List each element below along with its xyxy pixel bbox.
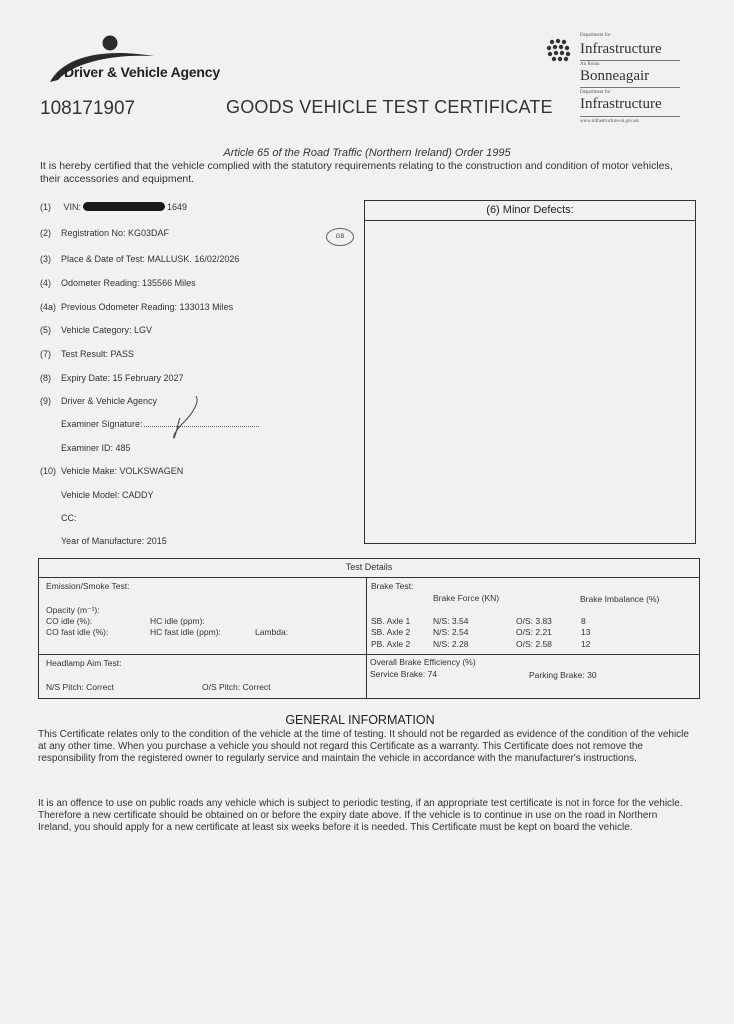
odometer-field bbox=[40, 278, 196, 288]
place-date-text: Place & Date of Test: MALLUSK. 16/02/2026 bbox=[61, 254, 240, 264]
year-text: Year of Manufacture: 2015 bbox=[61, 536, 167, 546]
infrastructure-text-2: Infrastructure bbox=[580, 96, 662, 112]
year-field bbox=[61, 536, 167, 546]
field-number: (8) bbox=[40, 373, 51, 383]
brake-os: O/S: 2.21 bbox=[516, 627, 552, 637]
divider bbox=[39, 654, 699, 655]
brake-imbalance: 12 bbox=[581, 639, 591, 649]
brake-os: O/S: 2.58 bbox=[516, 639, 552, 649]
certification-statement: It is hereby certified that the vehicle complied with the statutory requirements relating to the construction and condition of motor vehicles, their accessories and equipment. bbox=[40, 160, 673, 185]
examiner-signature bbox=[166, 392, 206, 442]
registration-field bbox=[40, 228, 169, 238]
co-fast-label: CO fast idle (%): bbox=[46, 627, 109, 637]
dva-logo bbox=[44, 34, 224, 90]
signature-field bbox=[61, 419, 259, 429]
article-reference: Article 65 of the Road Traffic (Northern Ireland) Order 1995 bbox=[223, 147, 511, 159]
brake-ns: N/S: 2.54 bbox=[433, 627, 469, 637]
make-field bbox=[40, 466, 183, 476]
field-number: (5) bbox=[40, 325, 51, 335]
result-field bbox=[40, 349, 134, 359]
brake-ns: N/S: 3.54 bbox=[433, 616, 469, 626]
field-number: (9) bbox=[40, 396, 51, 406]
field-number: (1) bbox=[40, 202, 51, 212]
brake-os: O/S: 3.83 bbox=[516, 616, 552, 626]
lambda-label: Lambda: bbox=[255, 627, 289, 637]
brake-efficiency-title: Overall Brake Efficiency (%) bbox=[370, 657, 476, 667]
minor-defects-box bbox=[364, 200, 696, 544]
test-details-box bbox=[38, 558, 700, 699]
dept-for-label-2: Department for bbox=[580, 90, 611, 95]
vin-suffix: 1649 bbox=[167, 202, 188, 212]
brake-axle: SB. Axle 1 bbox=[371, 616, 411, 626]
divider bbox=[39, 577, 699, 578]
registration-text: Registration No: KG03DAF bbox=[61, 228, 170, 238]
opacity-label: Opacity (m⁻¹): bbox=[46, 605, 100, 615]
make-text: Vehicle Make: VOLKSWAGEN bbox=[61, 466, 184, 476]
agency-name: Driver & Vehicle Agency bbox=[64, 64, 220, 80]
certificate-number: 108171907 bbox=[40, 98, 136, 119]
field-number: (10) bbox=[40, 466, 57, 476]
field-number: (4) bbox=[40, 278, 51, 288]
an-roinn-label: An Roinn bbox=[580, 62, 600, 67]
infrastructure-text-1: Infrastructure bbox=[580, 41, 662, 57]
expiry-text: Expiry Date: 15 February 2027 bbox=[61, 373, 184, 383]
brake-imbalance: 13 bbox=[581, 627, 591, 637]
headlamp-title: Headlamp Aim Test: bbox=[46, 658, 122, 668]
examiner-id-field bbox=[61, 443, 131, 453]
logo-url: www.infrastructure-ni.gov.uk bbox=[580, 119, 639, 124]
model-text: Vehicle Model: CADDY bbox=[61, 490, 154, 500]
brake-axle: PB. Axle 2 bbox=[371, 639, 411, 649]
brake-force-header: Brake Force (KN) bbox=[433, 593, 500, 603]
vin-field bbox=[40, 202, 187, 212]
page-title: GOODS VEHICLE TEST CERTIFICATE bbox=[226, 97, 553, 117]
dots-emblem-icon bbox=[544, 37, 576, 63]
field-number: (3) bbox=[40, 254, 51, 264]
general-paragraph-1: This Certificate relates only to the condition of the vehicle at the time of testing. It should not be regarded as evidence of the condition of the vehicle at any other time. When you purchase a vehicle you should not regard this Certificate as a warranty. This Certificate does not remove the responsibility from the registered owner to regularly service and maintain the vehicle in accordance with the manufacturer's instructions. bbox=[38, 729, 689, 764]
test-details-title: Test Details bbox=[345, 562, 393, 572]
category-text: Vehicle Category: LGV bbox=[61, 325, 153, 335]
divider bbox=[366, 577, 367, 698]
previous-odometer-text: Previous Odometer Reading: 133013 Miles bbox=[61, 302, 234, 312]
logo-divider bbox=[580, 60, 680, 61]
brake-axle: SB. Axle 2 bbox=[371, 627, 411, 637]
vin-label: VIN: bbox=[63, 202, 82, 212]
co-idle-label: CO idle (%): bbox=[46, 616, 93, 626]
odometer-text: Odometer Reading: 135566 Miles bbox=[61, 278, 196, 288]
ns-pitch: N/S Pitch: Correct bbox=[46, 682, 115, 692]
bonneagair-text: Bonneagair bbox=[580, 68, 650, 84]
hc-fast-label: HC fast idle (ppm): bbox=[150, 627, 221, 637]
emission-title: Emission/Smoke Test: bbox=[46, 581, 130, 591]
redaction-bar bbox=[83, 202, 165, 211]
examiner-id-text: Examiner ID: 485 bbox=[61, 443, 131, 453]
cc-text: CC: bbox=[61, 513, 77, 523]
agency-field bbox=[40, 396, 157, 406]
general-paragraph-2: It is an offence to use on public roads any vehicle which is subject to periodic testing, if an appropriate test certificate is not in force for the vehicle. Therefore a new certificate should be obtained on or before the expiry date above. If the vehicle is to continue in use on the road in Northern Ireland, you should apply for a new certificate at least six weeks before it is needed. This Certificate must be kept on board the vehicle. bbox=[38, 798, 683, 833]
hc-idle-label: HC idle (ppm): bbox=[150, 616, 205, 626]
field-number: (4a) bbox=[40, 302, 57, 312]
logo-divider bbox=[580, 116, 680, 117]
service-brake: Service Brake: 74 bbox=[370, 669, 438, 679]
expiry-field bbox=[40, 373, 184, 383]
os-pitch: O/S Pitch: Correct bbox=[202, 682, 271, 692]
infrastructure-logo bbox=[544, 32, 684, 128]
gb-badge: GB bbox=[326, 228, 354, 246]
previous-odometer-field bbox=[40, 302, 233, 312]
brake-imbalance: 8 bbox=[581, 616, 586, 626]
dept-for-label-1: Department for bbox=[580, 33, 611, 38]
general-information-title: GENERAL INFORMATION bbox=[285, 713, 435, 727]
brake-imbalance-header: Brake Imbalance (%) bbox=[580, 594, 660, 604]
logo-divider bbox=[580, 87, 680, 88]
dva-logo-mark bbox=[44, 34, 224, 90]
agency-text: Driver & Vehicle Agency bbox=[61, 396, 158, 406]
category-field bbox=[40, 325, 152, 335]
cc-field bbox=[61, 513, 77, 523]
minor-defects-title: (6) Minor Defects: bbox=[365, 201, 695, 221]
parking-brake: Parking Brake: 30 bbox=[529, 670, 597, 680]
place-date-field bbox=[40, 254, 239, 264]
field-number: (7) bbox=[40, 349, 51, 359]
field-number: (2) bbox=[40, 228, 51, 238]
result-text: Test Result: PASS bbox=[61, 349, 134, 359]
signature-label: Examiner Signature: bbox=[61, 419, 143, 429]
brake-ns: N/S: 2.28 bbox=[433, 639, 469, 649]
model-field bbox=[61, 490, 154, 500]
brake-test-title: Brake Test: bbox=[371, 581, 414, 591]
